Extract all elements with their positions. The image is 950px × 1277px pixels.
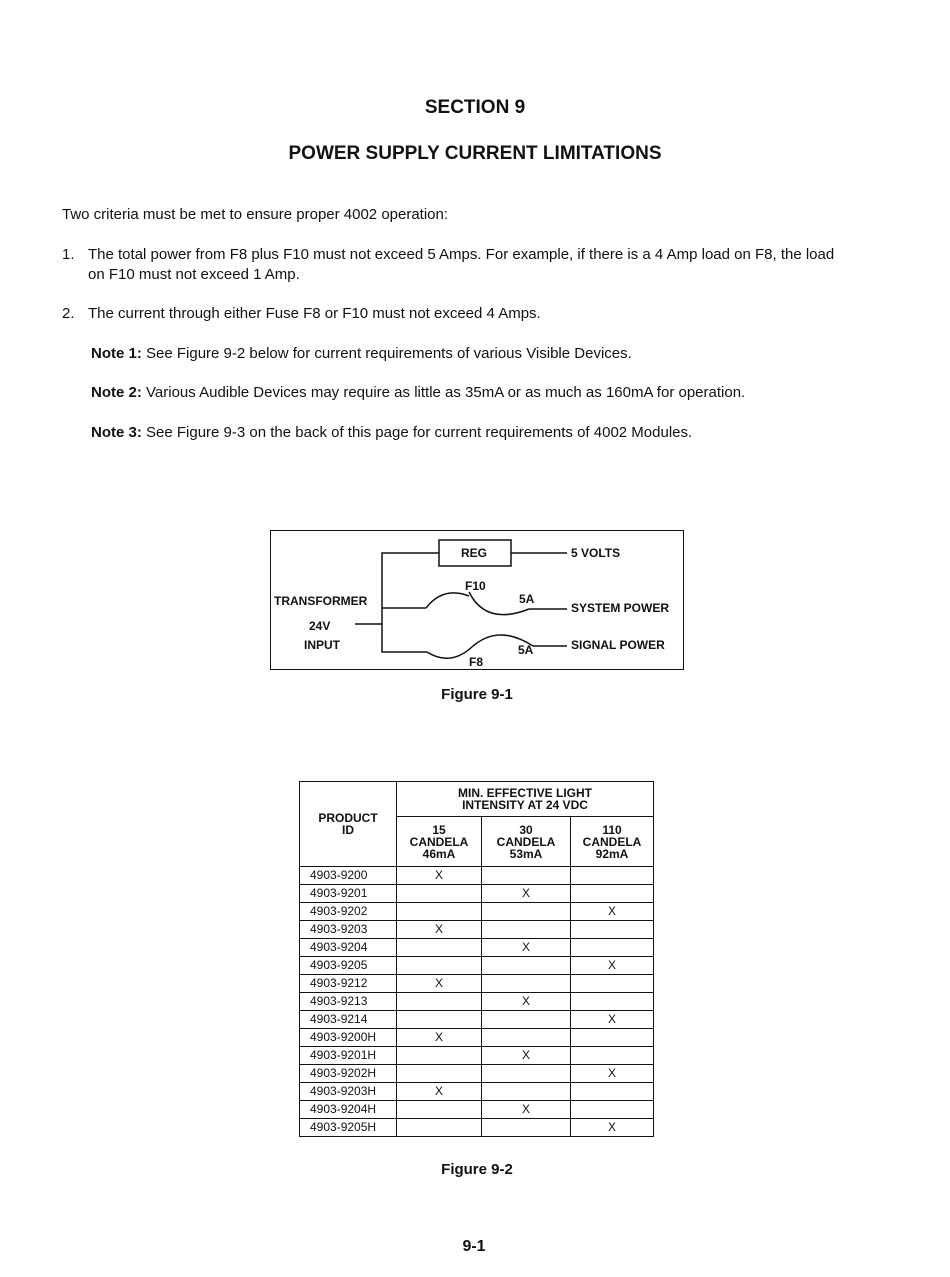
product-id-cell: 4903-9203H <box>300 1083 397 1101</box>
candela-value: 15 <box>432 822 446 837</box>
intensity-mark-cell: X <box>397 867 482 885</box>
intensity-mark-cell <box>571 939 654 957</box>
candela-value: 30 <box>519 822 533 837</box>
intensity-mark-cell <box>482 1011 571 1029</box>
candela-current: 46mA <box>422 846 456 861</box>
product-id-cell: 4903-9200H <box>300 1029 397 1047</box>
intensity-mark-cell <box>571 1047 654 1065</box>
product-id-cell: 4903-9202 <box>300 903 397 921</box>
intensity-mark-cell <box>571 867 654 885</box>
intensity-mark-cell <box>482 957 571 975</box>
table-row <box>300 957 654 975</box>
criterion-number: 2. <box>62 305 75 322</box>
product-id-cell: 4903-9204 <box>300 939 397 957</box>
table-row <box>300 939 654 957</box>
intensity-mark-cell <box>397 939 482 957</box>
intensity-header <box>397 782 654 817</box>
intensity-mark-cell <box>482 867 571 885</box>
intro-text: Two criteria must be met to ensure proper 4002 operation: <box>62 206 449 223</box>
intensity-mark-cell <box>397 993 482 1011</box>
intensity-mark-cell <box>397 957 482 975</box>
product-id-cell: 4903-9201H <box>300 1047 397 1065</box>
input-label: INPUT <box>304 638 340 652</box>
table-row <box>300 1065 654 1083</box>
table-row <box>300 903 654 921</box>
power-supply-diagram <box>270 530 684 670</box>
system-power-label: SYSTEM POWER <box>571 601 670 615</box>
table-row <box>300 1119 654 1137</box>
intensity-mark-cell <box>482 1119 571 1137</box>
intensity-mark-cell: X <box>571 1119 654 1137</box>
candela-unit: CANDELA <box>582 834 642 849</box>
table-row <box>300 867 654 885</box>
figure-9-1-caption: Figure 9-1 <box>441 686 513 703</box>
intensity-mark-cell <box>571 975 654 993</box>
table-row <box>300 885 654 903</box>
candela-current: 53mA <box>509 846 543 861</box>
product-id-cell: 4903-9200 <box>300 867 397 885</box>
intensity-mark-cell <box>397 885 482 903</box>
intensity-mark-cell <box>482 1029 571 1047</box>
intensity-mark-cell <box>397 1065 482 1083</box>
note-label: Note 2: <box>91 384 142 401</box>
product-id-cell: 4903-9205 <box>300 957 397 975</box>
intensity-header-line: INTENSITY AT 24 VDC <box>462 798 588 812</box>
figure-9-2-caption: Figure 9-2 <box>441 1161 513 1178</box>
intensity-mark-cell: X <box>571 1065 654 1083</box>
amp-bottom-label: 5A <box>518 643 534 657</box>
intensity-mark-cell <box>571 1101 654 1119</box>
candela-15-header <box>397 817 482 867</box>
intensity-mark-cell <box>571 921 654 939</box>
note-text: Various Audible Devices may require as little as 35mA or as much as 160mA for operation. <box>141 384 746 401</box>
intensity-mark-cell <box>482 903 571 921</box>
signal-power-label: SIGNAL POWER <box>571 638 665 652</box>
intensity-header-line: MIN. EFFECTIVE LIGHT <box>458 786 592 800</box>
intensity-mark-cell: X <box>397 1029 482 1047</box>
intensity-mark-cell <box>397 1047 482 1065</box>
intensity-mark-cell <box>482 1083 571 1101</box>
intensity-mark-cell: X <box>397 1083 482 1101</box>
intensity-mark-cell: X <box>482 1101 571 1119</box>
candela-unit: CANDELA <box>496 834 556 849</box>
product-id-cell: 4903-9212 <box>300 975 397 993</box>
intensity-mark-cell <box>571 885 654 903</box>
intensity-mark-cell <box>397 903 482 921</box>
table-row <box>300 921 654 939</box>
f10-label: F10 <box>465 579 486 593</box>
table-row <box>300 975 654 993</box>
candela-30-header <box>482 817 571 867</box>
intensity-mark-cell: X <box>571 957 654 975</box>
intensity-mark-cell: X <box>571 1011 654 1029</box>
intensity-mark-cell <box>571 993 654 1011</box>
product-id-header <box>300 782 397 867</box>
note-text: See Figure 9-3 on the back of this page for current requirements of 4002 Modules. <box>141 424 693 441</box>
criterion-line: The total power from F8 plus F10 must not exceed 5 Amps. For example, if there is a 4 Amp load on F8, the load <box>88 246 835 263</box>
table-row <box>300 1047 654 1065</box>
table-row <box>300 1101 654 1119</box>
intensity-mark-cell <box>397 1101 482 1119</box>
product-id-cell: 4903-9205H <box>300 1119 397 1137</box>
intensity-mark-cell: X <box>397 921 482 939</box>
five-volts-label: 5 VOLTS <box>571 546 621 560</box>
product-id-cell: 4903-9204H <box>300 1101 397 1119</box>
criterion-line: The current through either Fuse F8 or F10 must not exceed 4 Amps. <box>88 305 541 322</box>
table-row <box>300 1011 654 1029</box>
intensity-mark-cell <box>482 975 571 993</box>
intensity-mark-cell <box>482 1065 571 1083</box>
product-id-cell: 4903-9201 <box>300 885 397 903</box>
note-text: See Figure 9-2 below for current requirements of various Visible Devices. <box>141 345 632 362</box>
note-label: Note 1: <box>91 345 142 362</box>
criterion-2 <box>62 304 902 324</box>
intensity-mark-cell <box>397 1119 482 1137</box>
product-id-cell: 4903-9202H <box>300 1065 397 1083</box>
reg-label: REG <box>461 546 488 560</box>
criterion-1 <box>62 245 902 285</box>
intensity-mark-cell: X <box>571 903 654 921</box>
page-number: 9-1 <box>462 1238 486 1255</box>
intensity-mark-cell: X <box>397 975 482 993</box>
table-row <box>300 993 654 1011</box>
page-heading: POWER SUPPLY CURRENT LIMITATIONS <box>288 143 662 164</box>
candela-110-header <box>571 817 654 867</box>
v24-label: 24V <box>309 619 331 633</box>
note-3 <box>91 423 692 443</box>
f8-label: F8 <box>469 655 484 669</box>
product-header-line: PRODUCT <box>318 811 378 825</box>
intensity-mark-cell <box>482 921 571 939</box>
product-id-cell: 4903-9214 <box>300 1011 397 1029</box>
intensity-mark-cell <box>571 1083 654 1101</box>
transformer-label: TRANSFORMER <box>274 594 368 608</box>
note-1 <box>91 344 632 364</box>
note-2 <box>91 383 745 403</box>
product-header-line: ID <box>342 823 354 837</box>
intensity-mark-cell <box>397 1011 482 1029</box>
intensity-mark-cell: X <box>482 993 571 1011</box>
table-row <box>300 1029 654 1047</box>
intensity-mark-cell <box>571 1029 654 1047</box>
table-row <box>300 1083 654 1101</box>
candela-unit: CANDELA <box>409 834 469 849</box>
visible-devices-table <box>299 781 654 1137</box>
intensity-mark-cell: X <box>482 885 571 903</box>
intensity-mark-cell: X <box>482 1047 571 1065</box>
amp-top-label: 5A <box>519 592 535 606</box>
table-body <box>300 867 654 1137</box>
candela-current: 92mA <box>595 846 629 861</box>
product-id-cell: 4903-9213 <box>300 993 397 1011</box>
note-label: Note 3: <box>91 424 142 441</box>
criterion-line: on F10 must not exceed 1 Amp. <box>88 266 300 283</box>
candela-value: 110 <box>602 822 622 837</box>
criterion-number: 1. <box>62 246 75 263</box>
section-title: SECTION 9 <box>424 97 526 118</box>
intensity-mark-cell: X <box>482 939 571 957</box>
product-id-cell: 4903-9203 <box>300 921 397 939</box>
